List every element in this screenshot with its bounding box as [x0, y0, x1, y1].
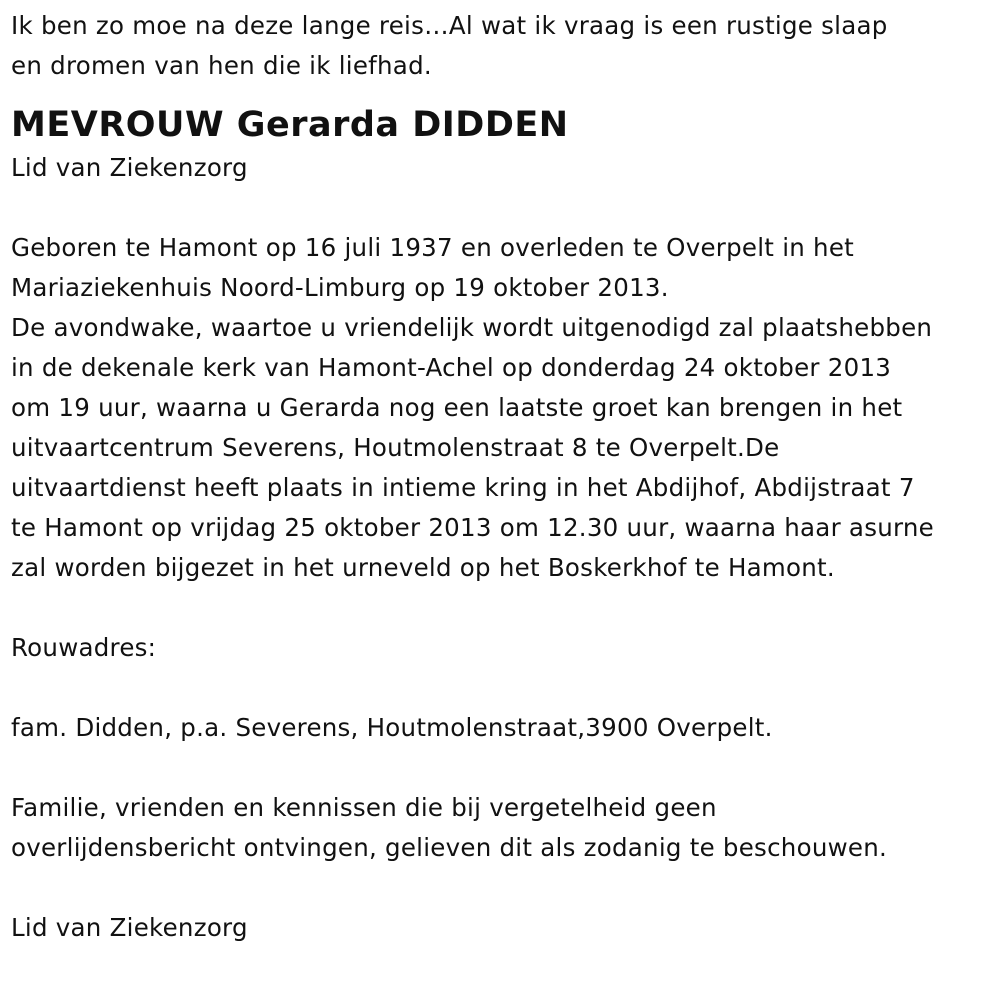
announcement-line: Mariaziekenhuis Noord-Limburg op 19 oktober 2013.: [11, 273, 669, 302]
quote-line: en dromen van hen die ik liefhad.: [11, 51, 432, 80]
announcement-line: in de dekenale kerk van Hamont-Achel op donderdag 24 oktober 2013: [11, 353, 892, 382]
spacer: [11, 748, 996, 788]
membership-line: [11, 148, 996, 188]
announcement-line: Geboren te Hamont op 16 juli 1937 en overleden te Overpelt in het: [11, 233, 855, 262]
announcement-line: uitvaartdienst heeft plaats in intieme kring in het Abdijhof, Abdijstraat 7: [11, 473, 915, 502]
mourning-address-label-line: [11, 628, 996, 668]
announcement-line: te Hamont op vrijdag 25 oktober 2013 om 12.30 uur, waarna haar asurne: [11, 513, 934, 542]
mourning-address-line: [11, 708, 996, 748]
notice-line: overlijdensbericht ontvingen, gelieven dit als zodanig te beschouwen.: [11, 833, 888, 862]
spacer: [11, 868, 996, 908]
spacer: [11, 668, 996, 708]
quote-line: Ik ben zo moe na deze lange reis…Al wat ik vraag is een rustige slaap: [11, 11, 888, 40]
mourning-address: fam. Didden, p.a. Severens, Houtmolenstraat,3900 Overpelt.: [11, 713, 773, 742]
announcement-line: zal worden bijgezet in het urneveld op het Boskerkhof te Hamont.: [11, 553, 835, 582]
notice-line: Familie, vrienden en kennissen die bij vergetelheid geen: [11, 793, 717, 822]
deceased-name: MEVROUW Gerarda DIDDEN: [11, 105, 569, 145]
obituary-document: [11, 0, 996, 948]
membership-text: Lid van Ziekenzorg: [11, 153, 248, 182]
announcement-paragraph: [11, 228, 996, 588]
notice-paragraph: [11, 788, 996, 868]
mourning-address-label: Rouwadres:: [11, 633, 157, 662]
footer-membership: Lid van Ziekenzorg: [11, 913, 248, 942]
announcement-line: om 19 uur, waarna u Gerarda nog een laatste groet kan brengen in het: [11, 393, 903, 422]
footer-line: [11, 908, 996, 948]
spacer: [11, 588, 996, 628]
spacer: [11, 188, 996, 228]
opening-quote: [11, 6, 996, 86]
announcement-line: uitvaartcentrum Severens, Houtmolenstraat 8 te Overpelt.De: [11, 433, 780, 462]
announcement-line: De avondwake, waartoe u vriendelijk wordt uitgenodigd zal plaatshebben: [11, 313, 933, 342]
